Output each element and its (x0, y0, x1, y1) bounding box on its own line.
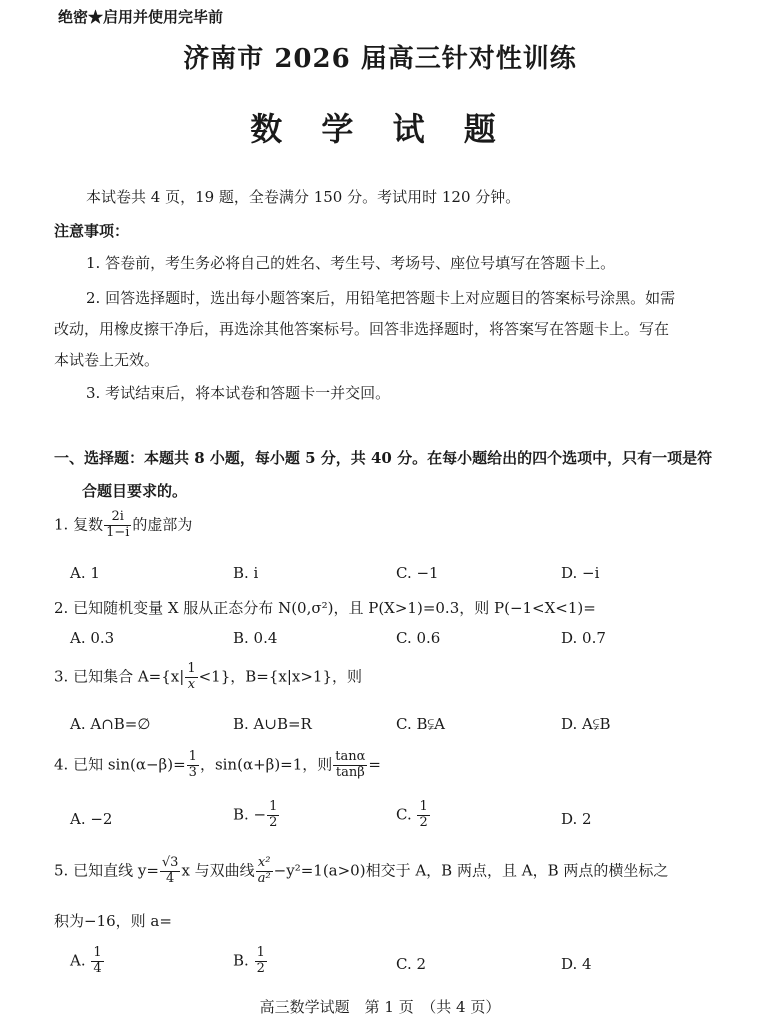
q1-option-c: C. −1 (396, 564, 439, 582)
q5-option-a-label: A. (70, 951, 91, 970)
question-4 (54, 750, 381, 781)
q5-option-d: D. 4 (561, 955, 592, 973)
q4-option-a: A. −2 (70, 810, 113, 828)
q5-option-a-fraction (91, 946, 103, 977)
confidential-mark: 绝密★启用并使用完毕前 (58, 8, 224, 26)
q3-option-a: A. A∩B=∅ (70, 715, 151, 733)
q5-fraction-1 (160, 856, 181, 887)
q5-option-a-den: 4 (93, 960, 102, 976)
q4-fraction-2 (333, 750, 367, 781)
notice-item-3: 3. 考试结束后，将本试卷和答题卡一并交回。 (86, 384, 391, 402)
q5-option-b (233, 946, 268, 977)
question-5-cont: 积为−16，则 a= (54, 912, 172, 930)
q1-option-b: B. i (233, 564, 259, 582)
q1-frac-den: 1−i (106, 524, 130, 540)
q2-option-a: A. 0.3 (70, 629, 115, 647)
q5-option-b-label: B. (233, 951, 254, 970)
section-1-heading: 一、选择题：本题共 8 小题，每小题 5 分，共 40 分。在每小题给出的四个选项中，只有一项是符 (54, 449, 713, 467)
q3-frac-num: 1 (187, 661, 196, 676)
q5-frac2-num: x² (256, 856, 273, 872)
q4-option-c-fraction (417, 800, 429, 831)
q4-option-b-num: 1 (269, 799, 278, 814)
q4-frac2-num: tanα (335, 749, 366, 764)
q4-option-c-label: C. (396, 805, 417, 824)
q5-frac2-den: a² (257, 870, 271, 886)
q4-option-b-den: 2 (269, 814, 278, 830)
q4-option-c-num: 1 (419, 799, 428, 814)
notice-item-2-line-1: 2. 回答选择题时，选出每小题答案后，用铅笔把答题卡上对应题目的答案标号涂黑。如需 (86, 289, 676, 307)
q5-middle-2: −y²=1(a>0)相交于 A，B 两点，且 A，B 两点的横坐标之 (273, 861, 669, 880)
q5-frac1-den: 4 (166, 870, 175, 886)
q5-prefix: 5. 已知直线 y= (54, 861, 159, 880)
notice-item-2-line-3: 本试卷上无效。 (54, 351, 160, 369)
q5-middle-1: x 与双曲线 (181, 861, 255, 880)
q4-option-c (396, 800, 431, 831)
q1-option-a: A. 1 (70, 564, 100, 582)
q1-fraction (104, 510, 131, 541)
q5-frac1-num: √3 (161, 855, 179, 870)
section-1-heading-cont: 合题目要求的。 (82, 482, 188, 500)
q5-option-b-den: 2 (256, 960, 265, 976)
notice-heading: 注意事项： (54, 222, 130, 240)
q5-option-a (70, 946, 105, 977)
q4-prefix: 4. 已知 sin(α−β)= (54, 755, 186, 774)
intro-text: 本试卷共 4 页，19 题，全卷满分 150 分。考试用时 120 分钟。 (86, 188, 521, 206)
q1-frac-num: 2i (104, 510, 131, 526)
subject-title: 数 学 试 题 (250, 110, 510, 148)
q4-option-b (233, 800, 280, 831)
q3-prefix: 3. 已知集合 A={x| (54, 667, 185, 686)
question-1 (54, 510, 192, 541)
exam-title: 济南市 2026 届高三针对性训练 (183, 44, 577, 74)
q5-option-a-num: 1 (93, 945, 102, 960)
q4-option-b-fraction (267, 800, 279, 831)
q4-suffix: = (368, 755, 381, 774)
q5-option-b-fraction (255, 946, 267, 977)
q3-frac-den: x (187, 676, 196, 692)
notice-item-2-line-2: 改动，用橡皮擦干净后，再选涂其他答案标号。回答非选择题时，将答案写在答题卡上。写在 (54, 320, 670, 338)
q4-option-c-den: 2 (419, 814, 428, 830)
q2-option-b: B. 0.4 (233, 629, 278, 647)
q1-suffix: 的虚部为 (132, 515, 193, 534)
q2-option-c: C. 0.6 (396, 629, 441, 647)
q4-middle: ，sin(α+β)=1，则 (199, 755, 333, 774)
q4-fraction-1 (187, 750, 199, 781)
q5-fraction-2 (256, 856, 273, 887)
q3-option-d: D. A⫋B (561, 715, 611, 733)
q5-option-b-num: 1 (256, 945, 265, 960)
q3-option-b: B. A∪B=R (233, 715, 312, 733)
q4-frac1-den: 3 (188, 764, 197, 780)
question-5 (54, 856, 668, 887)
q1-prefix: 1. 复数 (54, 515, 104, 534)
question-2: 2. 已知随机变量 X 服从正态分布 N(0,σ²)，且 P(X>1)=0.3，则 P(−1<X<1)= (54, 599, 596, 617)
q4-frac1-num: 1 (188, 749, 197, 764)
q3-suffix: <1}，B={x|x>1}，则 (198, 667, 363, 686)
q3-fraction (185, 662, 197, 693)
notice-item-1: 1. 答卷前，考生务必将自己的姓名、考生号、考场号、座位号填写在答题卡上。 (86, 254, 616, 272)
q2-option-d: D. 0.7 (561, 629, 606, 647)
q5-option-c: C. 2 (396, 955, 427, 973)
q4-frac2-den: tanβ (335, 764, 365, 780)
question-3 (54, 662, 362, 693)
page-footer: 高三数学试题 第 1 页 （共 4 页） (259, 998, 501, 1016)
q4-option-d: D. 2 (561, 810, 592, 828)
q1-option-d: D. −i (561, 564, 600, 582)
q4-option-b-label: B. − (233, 805, 267, 824)
q3-option-c: C. B⫋A (396, 715, 445, 733)
